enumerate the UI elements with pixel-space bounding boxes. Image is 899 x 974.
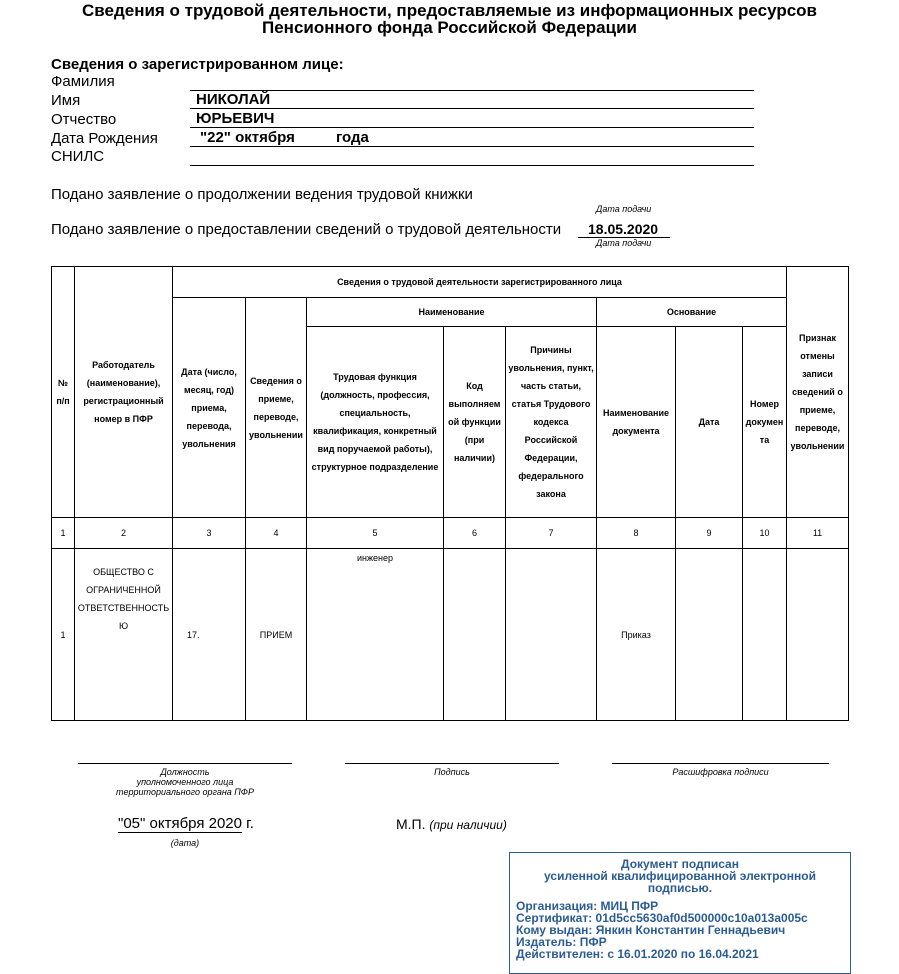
col-number: 4 (246, 518, 307, 549)
surname-label: Фамилия (51, 73, 115, 90)
col-number: 1 (52, 518, 75, 549)
header-reasons: Причины увольнения, пункт, часть статьи, статья Трудового кодекса Российской Федерации, федерального закона (506, 327, 597, 518)
decode-caption: Расшифровка подписи (672, 767, 769, 777)
row-employer: ОБЩЕСТВО С ОГРАНИЧЕННОЙ ОТВЕТСТВЕННОСТЬЮ (75, 549, 173, 721)
birth-day-value: "22" октября (200, 129, 295, 146)
row-info: ПРИЕМ (246, 549, 307, 721)
continue-workbook-statement: Подано заявление о продолжении ведения трудовой книжки (51, 186, 473, 203)
header-docnum: Номер документа (743, 327, 787, 518)
decode-signature-line (612, 763, 829, 764)
sign-caption: Подпись (434, 767, 470, 777)
birth-label: Дата Рождения (51, 130, 158, 147)
patronymic-underline (190, 127, 754, 128)
header-num: № п/п (52, 267, 75, 518)
col-number: 10 (743, 518, 787, 549)
col-number: 8 (597, 518, 676, 549)
submit-date-value: 18.05.2020 (588, 221, 659, 237)
page-title-line1: Сведения о трудовой деятельности, предоставляемые из информационных ресурсов (81, 1, 818, 20)
birth-year-value: года (336, 129, 369, 146)
col-number: 7 (506, 518, 597, 549)
sign-date-caption: (дата) (170, 838, 200, 848)
work-history-table (51, 266, 849, 721)
stamp-issued-to: Кому выдан: Янкин Константин Геннадьевич (516, 923, 786, 937)
sign-date-underline (118, 832, 242, 833)
position-caption: Должность уполномоченного лица территориального органа ПФР (116, 767, 254, 797)
col-number: 5 (307, 518, 444, 549)
snils-underline (190, 165, 754, 166)
row-docnum (743, 549, 787, 721)
stamp-org: Организация: МИЦ ПФР (516, 899, 659, 913)
stamp-title-line2: усиленной квалифицированной электронной (544, 869, 816, 883)
header-naming: Наименование (307, 298, 597, 327)
header-group: Сведения о трудовой деятельности зарегистрированного лица (173, 267, 787, 298)
patronymic-label: Отчество (51, 111, 117, 128)
header-employer: Работодатель (наименование), регистрационный номер в ПФР (75, 267, 173, 518)
stamp-issuer: Издатель: ПФР (516, 935, 607, 949)
row-docname: Приказ (597, 549, 676, 721)
person-section-title: Сведения о зарегистрированном лице: (51, 56, 344, 73)
stamp-cert: Сертификат: 01d5cc5630af0d500000c10a013a005c (516, 911, 808, 925)
header-docdate: Дата (676, 327, 743, 518)
header-info: Сведения о приеме, переводе, увольнении (246, 298, 307, 518)
col-number: 11 (787, 518, 849, 549)
sign-signature-line (345, 763, 559, 764)
header-cancel: Признак отмены записи сведений о приеме, переводе, увольнении (787, 267, 849, 518)
row-function: инженер (307, 549, 444, 721)
submit-date-caption-top: Дата подачи (596, 204, 652, 214)
column-number-row (52, 518, 849, 549)
row-cancel (787, 549, 849, 721)
table-row (52, 549, 849, 721)
row-reasons (506, 549, 597, 721)
col-number: 2 (75, 518, 173, 549)
seal-note: (при наличии) (429, 818, 507, 832)
sign-date-value: "05" октября 2020 г. (118, 815, 254, 832)
row-code (444, 549, 506, 721)
header-basis: Основание (597, 298, 787, 327)
header-code: Код выполняемой функции (при наличии) (444, 327, 506, 518)
submit-date-caption-bottom: Дата подачи (596, 238, 652, 248)
provide-info-statement: Подано заявление о предоставлении сведений о трудовой деятельности (51, 221, 562, 238)
name-label: Имя (51, 92, 81, 109)
surname-underline (190, 90, 754, 91)
header-date: Дата (число, месяц, год) приема, перевода, увольнения (173, 298, 246, 518)
stamp-title-line3: подписью. (647, 881, 713, 895)
stamp-valid: Действителен: с 16.01.2020 по 16.04.2021 (516, 947, 759, 961)
stamp-title-line1: Документ подписан (621, 857, 739, 871)
name-underline (190, 108, 754, 109)
col-number: 6 (444, 518, 506, 549)
seal-label: М.П. (при наличии) (396, 816, 507, 832)
electronic-signature-stamp (509, 852, 851, 974)
birth-underline (190, 146, 754, 147)
row-docdate (676, 549, 743, 721)
row-num: 1 (52, 549, 75, 721)
header-docname: Наименование документа (597, 327, 676, 518)
name-value: НИКОЛАЙ (196, 91, 271, 108)
position-signature-line (78, 763, 292, 764)
col-number: 9 (676, 518, 743, 549)
header-function: Трудовая функция (должность, профессия, специальность, квалификация, конкретный вид поручаемой работы), структурное подразделение (307, 327, 444, 518)
page-title-line2: Пенсионного фонда Российской Федерации (262, 18, 637, 37)
patronymic-value: ЮРЬЕВИЧ (196, 110, 275, 127)
row-date: 17. (173, 549, 246, 721)
col-number: 3 (173, 518, 246, 549)
snils-label: СНИЛС (51, 148, 105, 165)
